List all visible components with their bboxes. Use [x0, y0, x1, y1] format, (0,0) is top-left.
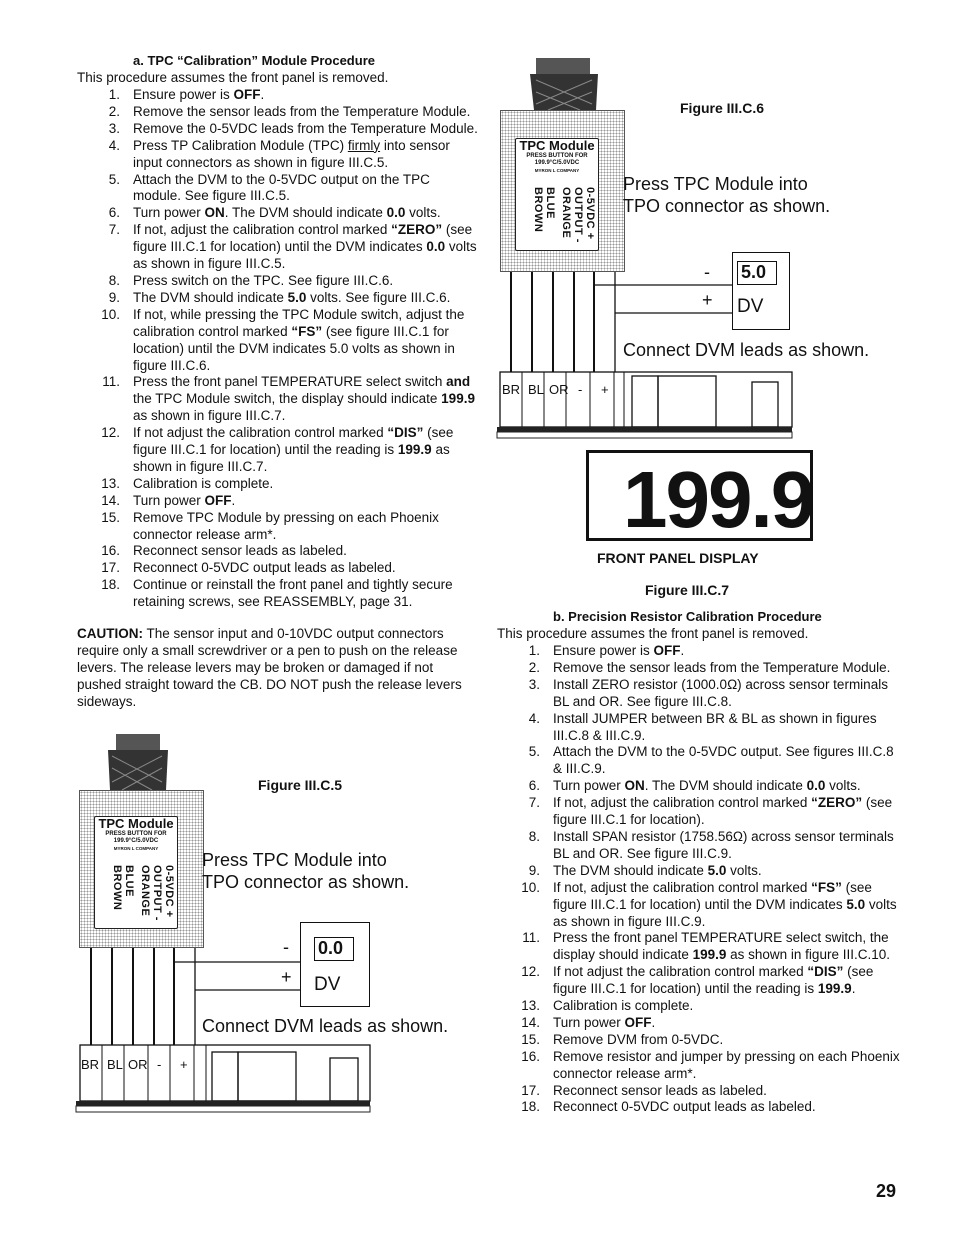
dvm-minus-label: - — [283, 937, 289, 957]
tpc-module-blue-label: BLUE — [544, 187, 556, 219]
step-text: Reconnect 0-5VDC output leads as labeled. — [133, 560, 396, 576]
front-panel-display-value: 199.9 — [623, 455, 814, 544]
step-number: 11. — [522, 930, 540, 946]
step-text: Attach the DVM to the 0-5VDC output on the TPC module. See figure III.C.5. — [133, 171, 430, 204]
step-number: 10. — [101, 306, 120, 322]
step-text: Turn power OFF. — [133, 492, 236, 508]
step-text: If not, adjust the calibration control marked “FS” (see figure III.C.1 for location) until the DVM indicates 5.0 volts as shown in figure III.C.9. — [553, 879, 897, 929]
tpc-module-output-label: 0-5VDC + — [584, 187, 596, 240]
tpc-module-press-text: PRESS BUTTON FOR — [526, 153, 588, 159]
tpc-module-reading-text: 199.9°C/5.0VDC — [534, 160, 580, 166]
step-text: Remove the sensor leads from the Temperature Module. — [553, 659, 891, 675]
dvm-reading: 5.0 — [737, 261, 777, 285]
tpc-module-brown-label: BROWN — [532, 187, 544, 233]
page-number: 29 — [876, 1181, 897, 1201]
tpc-module-output-label: 0-5VDC + — [163, 865, 175, 918]
step-number: 6. — [108, 205, 120, 221]
step-number: 16. — [521, 1048, 540, 1064]
step-number: 12. — [101, 425, 120, 441]
tpc-module-title: TPC Module — [519, 138, 595, 153]
caution-text: The sensor input and 0-10VDC output connectors require only a small screwdriver or a pen to push on the release levers. The release levers may be broken or damaged if not pushed straight toward the CB. DO NOT push the release levers sideways. — [77, 626, 462, 709]
procedure-a-title: a. TPC “Calibration” Module Procedure — [133, 53, 375, 68]
tpc-module-brown-label: BROWN — [111, 865, 123, 911]
step-text: Continue or reinstall the front panel and tightly secure retaining screws, see REASSEMBLY, page 31. — [133, 577, 453, 610]
dvm-reading: 0.0 — [314, 937, 354, 961]
step-number: 5. — [108, 171, 120, 187]
tpc-module-blue-label: BLUE — [123, 865, 135, 897]
step-text: Turn power ON. The DVM should indicate 0.0 volts. — [553, 778, 861, 794]
step-number: 8. — [528, 828, 540, 844]
step-number: 17. — [101, 560, 120, 576]
step-number: 9. — [108, 289, 120, 305]
step-text: Turn power ON. The DVM should indicate 0.0 volts. — [133, 205, 441, 221]
tpc-module-press-text: PRESS BUTTON FOR — [105, 831, 167, 837]
front-panel-display-label: FRONT PANEL DISPLAY — [597, 550, 759, 566]
figure-5-press-note: Press TPC Module into TPO connector as shown. — [202, 850, 410, 892]
step-number: 2. — [108, 103, 120, 119]
terminal-bl-label: BL — [107, 1057, 123, 1072]
step-number: 1. — [108, 87, 120, 102]
step-number: 10. — [521, 879, 540, 895]
step-text: Remove DVM from 0-5VDC. — [553, 1031, 724, 1047]
step-number: 15. — [101, 509, 120, 525]
step-text: Reconnect 0-5VDC output leads as labeled. — [553, 1099, 816, 1115]
step-number: 8. — [108, 272, 120, 288]
figure-6-press-note: Press TPC Module into TPO connector as shown. — [623, 174, 831, 216]
step-text: Remove TPC Module by pressing on each Phoenix connector release arm*. — [133, 509, 439, 542]
step-text: If not, while pressing the TPC Module switch, adjust the calibration control marked “FS” (see figure III.C.1 for location) until the DVM indicates 5.0 volts as shown in figure III.C.6. — [133, 306, 465, 373]
procedure-b-title: b. Precision Resistor Calibration Procedure — [553, 609, 822, 624]
tpc-module-company-text: MYRON L COMPANY — [113, 846, 159, 851]
step-number: 5. — [528, 744, 540, 760]
step-number: 18. — [521, 1099, 540, 1115]
step-text: Reconnect sensor leads as labeled. — [553, 1082, 767, 1098]
dvm-plus-label: + — [702, 290, 713, 310]
step-number: 12. — [521, 964, 540, 980]
step-number: 16. — [101, 543, 120, 559]
step-text: Ensure power is OFF. — [133, 87, 265, 102]
tpc-module-orange-label: ORANGE — [560, 187, 572, 239]
step-number: 18. — [101, 577, 120, 593]
step-text: Install SPAN resistor (1758.56Ω) across sensor terminals BL and OR. See figure III.C.9. — [553, 828, 894, 861]
procedure-a-intro: This procedure assumes the front panel is removed. — [77, 70, 389, 85]
procedure-b-intro: This procedure assumes the front panel is removed. — [497, 626, 809, 641]
terminal-or-label: OR — [549, 382, 569, 397]
step-number: 3. — [108, 120, 120, 136]
step-text: Reconnect sensor leads as labeled. — [133, 543, 347, 559]
tpc-module-output-label-2: OUTPUT - — [151, 865, 163, 921]
tpc-module-reading-text: 199.9°C/5.0VDC — [113, 838, 159, 844]
terminal-br-label: BR — [502, 382, 521, 397]
dvm-minus-label: - — [704, 262, 710, 282]
step-text: Ensure power is OFF. — [553, 643, 685, 658]
step-text: Press the front panel TEMPERATURE select switch, the display should indicate 199.9 as shown in figure III.C.10. — [553, 930, 890, 963]
dvm-unit-label: DV — [737, 296, 764, 317]
step-text: Install ZERO resistor (1000.0Ω) across sensor terminals BL and OR. See figure III.C.8. — [553, 676, 888, 709]
dvm-unit-label: DV — [314, 974, 341, 995]
step-number: 17. — [521, 1082, 540, 1098]
step-number: 1. — [528, 643, 540, 658]
figure-5-connect-note: Connect DVM leads as shown. — [202, 1016, 449, 1036]
step-text: The DVM should indicate 5.0 volts. — [553, 862, 762, 878]
step-text: Remove resistor and jumper by pressing on each Phoenix connector release arm*. — [553, 1048, 900, 1081]
step-text: The DVM should indicate 5.0 volts. See figure III.C.6. — [133, 289, 451, 305]
figure-6-connect-note: Connect DVM leads as shown. — [623, 340, 870, 360]
step-text: Attach the DVM to the 0-5VDC output. See figures III.C.8 & III.C.9. — [553, 744, 894, 777]
terminal-or-label: OR — [128, 1057, 148, 1072]
figure-5-caption: Figure III.C.5 — [258, 777, 343, 793]
step-number: 6. — [528, 778, 540, 794]
terminal-minus-label: - — [578, 382, 583, 397]
step-text: If not, adjust the calibration control marked “ZERO” (see figure III.C.1 for location). — [553, 795, 893, 828]
step-text: Install JUMPER between BR & BL as shown in figures III.C.8 & III.C.9. — [553, 710, 877, 743]
terminal-br-label: BR — [81, 1057, 100, 1072]
figure-6-caption: Figure III.C.6 — [680, 100, 765, 116]
step-text: If not adjust the calibration control marked “DIS” (see figure III.C.1 for location) until the reading is 199.9. — [553, 964, 874, 997]
step-number: 2. — [528, 659, 540, 675]
step-number: 9. — [528, 862, 540, 878]
step-number: 13. — [521, 998, 540, 1014]
terminal-minus-label: - — [157, 1057, 162, 1072]
step-number: 7. — [108, 222, 120, 238]
dvm-plus-label: + — [281, 967, 292, 987]
tpc-module-label — [94, 816, 178, 929]
step-text: Press the front panel TEMPERATURE select switch and the TPC Module switch, the display should indicate 199.9 as shown in figure III.C.7. — [133, 374, 475, 424]
step-number: 14. — [521, 1014, 540, 1030]
tpc-module-company-text: MYRON L COMPANY — [534, 168, 580, 173]
caution-label: CAUTION: — [77, 626, 143, 641]
step-number: 4. — [528, 710, 540, 726]
step-text: Press switch on the TPC. See figure III.C.6. — [133, 272, 394, 288]
step-text: Remove the sensor leads from the Temperature Module. — [133, 103, 471, 119]
step-number: 15. — [521, 1031, 540, 1047]
step-text: If not, adjust the calibration control marked “ZERO” (see figure III.C.1 for location) until the DVM indicates 0.0 volts as shown in figure III.C.5. — [133, 222, 477, 272]
tpc-module-output-label-2: OUTPUT - — [572, 187, 584, 243]
step-text: Calibration is complete. — [553, 998, 694, 1014]
terminal-plus-label: + — [180, 1057, 188, 1072]
step-text: Turn power OFF. — [553, 1014, 656, 1030]
figure-7-caption: Figure III.C.7 — [645, 582, 730, 598]
step-number: 4. — [108, 137, 120, 153]
step-number: 14. — [101, 492, 120, 508]
step-number: 13. — [101, 475, 120, 491]
step-text: If not adjust the calibration control marked “DIS” (see figure III.C.1 for location) until the reading is 199.9 as shown in figure III.C.7. — [133, 425, 454, 474]
step-text: Press TP Calibration Module (TPC) firmly into sensor input connectors as shown in figure III.C.5. — [133, 137, 450, 170]
step-number: 7. — [528, 795, 540, 811]
step-number: 11. — [102, 374, 120, 390]
terminal-plus-label: + — [601, 382, 609, 397]
tpc-module-orange-label: ORANGE — [139, 865, 151, 917]
terminal-bl-label: BL — [528, 382, 544, 397]
step-text: Calibration is complete. — [133, 475, 274, 491]
step-text: Remove the 0-5VDC leads from the Temperature Module. — [133, 120, 478, 136]
step-number: 3. — [528, 676, 540, 692]
tpc-module-title: TPC Module — [98, 816, 174, 831]
